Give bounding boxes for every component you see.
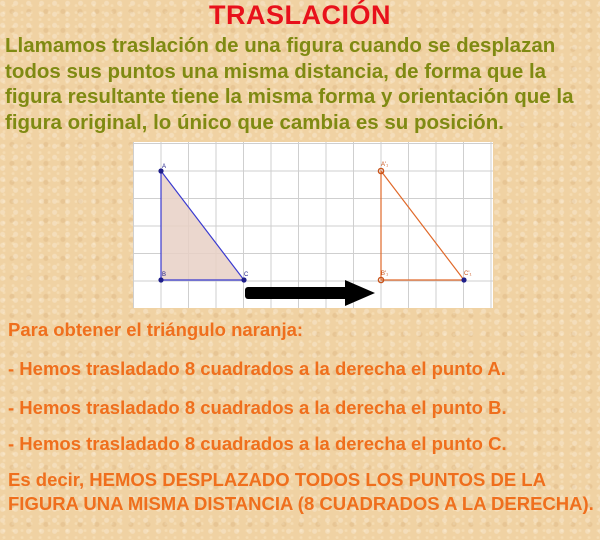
point-b [158, 277, 163, 282]
conclusion-paragraph: Es decir, HEMOS DESPLAZADO TODOS LOS PUNTOS DE LA FIGURA UNA MISMA DISTANCIA (8 CUADRADOS A LA DERECHA). [8, 469, 594, 514]
label-a: A [162, 164, 167, 170]
label-c: C [244, 272, 249, 278]
step-point-c: - Hemos trasladado 8 cuadrados a la derecha el punto C. [8, 433, 507, 454]
steps-heading: Para obtener el triángulo naranja: [8, 319, 304, 340]
point-c-prime [461, 277, 466, 282]
label-b: B [162, 272, 167, 278]
step-point-b: - Hemos trasladado 8 cuadrados a la derecha el punto B. [8, 397, 507, 418]
step-point-a: - Hemos trasladado 8 cuadrados a la derecha el punto A. [8, 358, 506, 379]
page-title: TRASLACIÓN [209, 0, 391, 30]
translation-arrow-icon [245, 280, 375, 306]
label-a-prime: A'₁ [381, 162, 389, 168]
intro-paragraph: Llamamos traslación de una figura cuando se desplazan todos sus puntos una misma distancia, de forma que la figura resultante tiene la misma forma y orientación que la figura original, lo único que cambia es su posición. [5, 34, 574, 134]
label-c-prime: C'₁ [464, 271, 472, 277]
label-b-prime: B'₁ [381, 271, 389, 277]
